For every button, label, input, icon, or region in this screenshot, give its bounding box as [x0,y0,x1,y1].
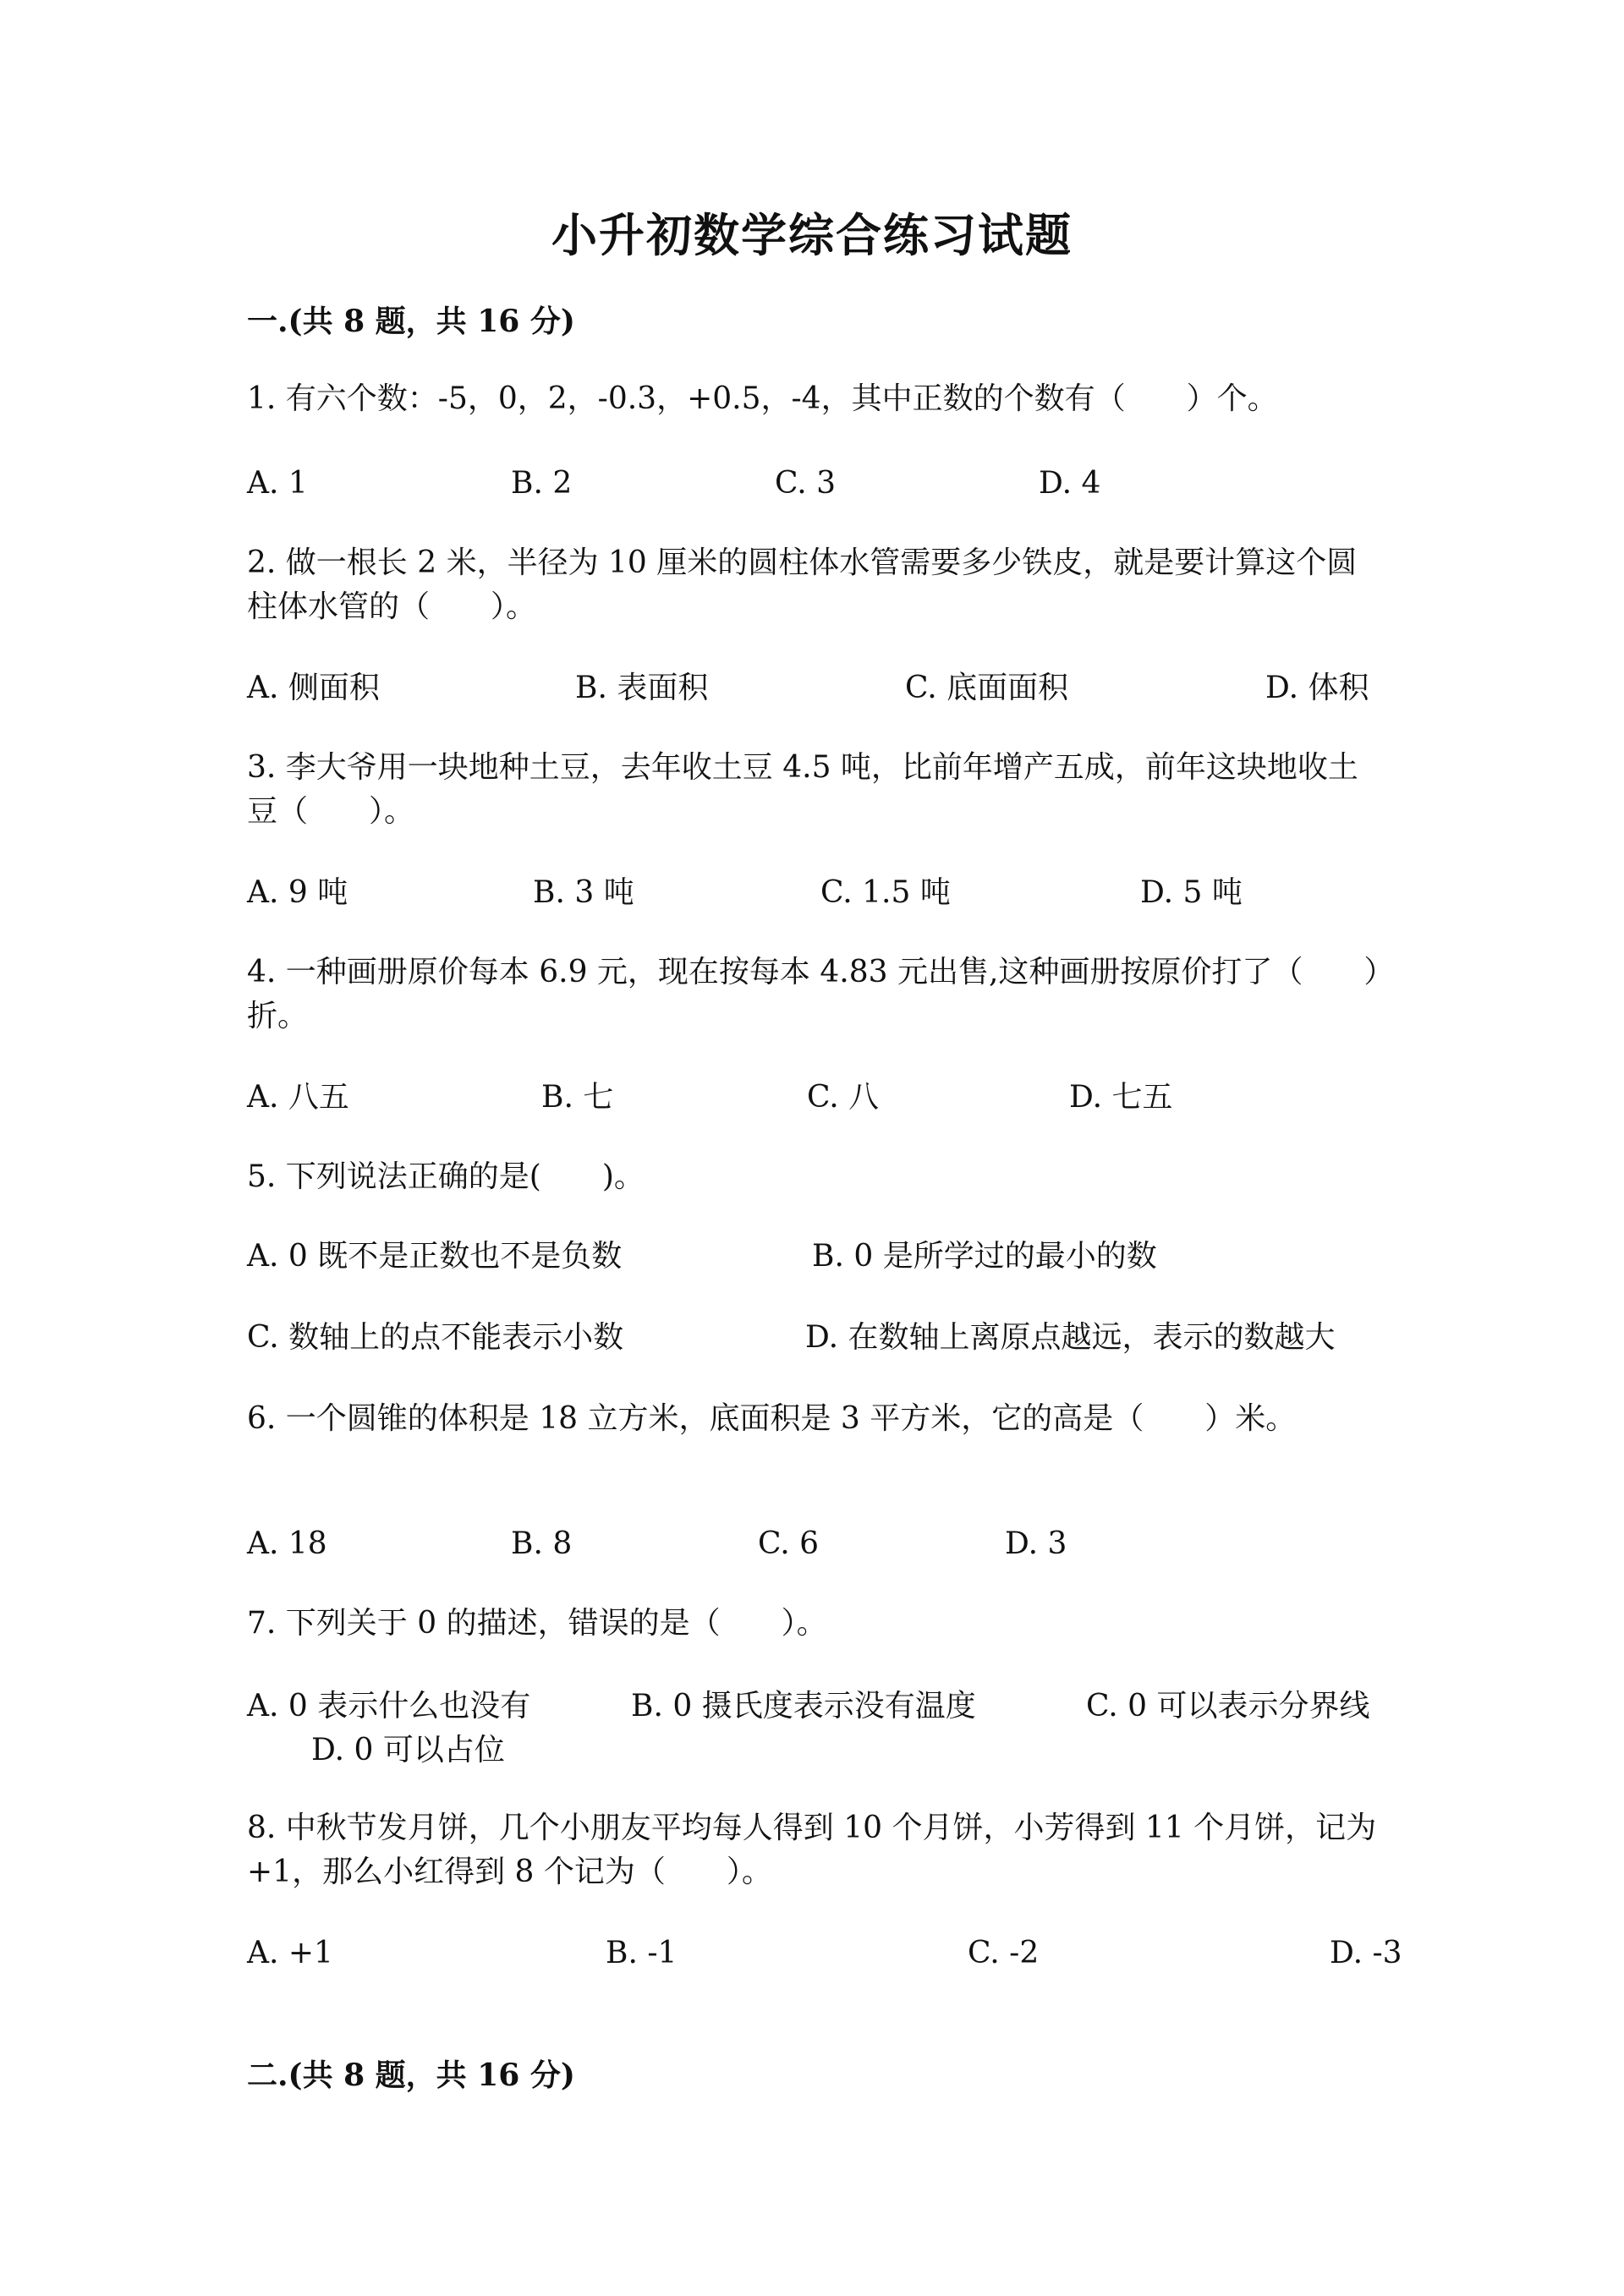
option-a: A. 0 表示什么也没有 [247,1689,531,1723]
option-b: B. 七 [541,1080,614,1115]
question-8: 8. 中秋节发月饼，几个小朋友平均每人得到 10 个月饼，小芳得到 11 个月饼，记为+1，那么小红得到 8 个记为（ ）。 [247,1811,1377,1889]
option-a: A. 侧面积 [247,671,380,705]
option-c: C. 数轴上的点不能表示小数 [247,1320,624,1355]
question-4-options [247,1076,1385,1120]
option-a: A. +1 [247,1936,333,1970]
option-c: C. 0 可以表示分界线 [1086,1689,1370,1723]
option-c: C. 1.5 吨 [820,875,951,910]
question-6-options [247,1522,1385,1566]
option-d: D. -3 [1330,1936,1402,1970]
question-2-options [247,666,1385,710]
section-heading-2: 二.(共 8 题，共 16 分) [247,2058,575,2093]
option-d: D. 0 可以占位 [311,1733,505,1767]
question-1-options [247,462,1385,506]
option-b: B. 8 [511,1526,573,1561]
option-b: B. -1 [606,1936,678,1970]
section-heading-1: 一.(共 8 题，共 16 分) [247,304,575,339]
option-b: B. 表面积 [575,671,709,705]
option-c: C. 底面面积 [905,671,1069,705]
question-5: 5. 下列说法正确的是( )。 [247,1159,645,1194]
option-a: A. 18 [247,1526,327,1561]
option-c: C. 3 [775,466,837,501]
question-2: 2. 做一根长 2 米，半径为 10 厘米的圆柱体水管需要多少铁皮，就是要计算这个圆柱体水管的（ ）。 [247,545,1358,624]
option-d: D. 5 吨 [1140,875,1243,910]
question-7-options-row-2 [247,1729,1385,1773]
option-c: C. 八 [807,1080,880,1115]
option-c: C. -2 [968,1936,1040,1970]
option-b: B. 2 [511,466,573,501]
question-6: 6. 一个圆锥的体积是 18 立方米，底面积是 3 平方米，它的高是（ ）米。 [247,1401,1297,1436]
option-d: D. 4 [1039,466,1101,501]
option-b: B. 0 是所学过的最小的数 [812,1239,1157,1274]
option-a: A. 八五 [247,1080,349,1115]
option-a: A. 0 既不是正数也不是负数 [247,1239,623,1274]
option-d: D. 3 [1005,1526,1067,1561]
question-8-options [247,1932,1402,1975]
question-1: 1. 有六个数：-5，0，2，-0.3，+0.5，-4，其中正数的个数有（ ）个。 [247,381,1278,416]
option-d: D. 体积 [1265,671,1369,705]
question-5-options-row-1 [247,1235,1385,1279]
question-7-options-row-1 [247,1685,1385,1729]
option-a: A. 1 [247,466,308,501]
option-b: B. 0 摄氏度表示没有温度 [631,1689,976,1723]
question-5-options-row-2 [247,1316,1385,1360]
page-title: 小升初数学综合练习试题 [551,208,1073,262]
question-3-options [247,871,1385,915]
option-a: A. 9 吨 [247,875,348,910]
question-4: 4. 一种画册原价每本 6.9 元，现在按每本 4.83 元出售,这种画册按原价打了（ ）折。 [247,955,1380,1033]
question-3: 3. 李大爷用一块地种土豆，去年收土豆 4.5 吨，比前年增产五成，前年这块地收土豆（ ）。 [247,750,1358,829]
option-d: D. 在数轴上离原点越远，表示的数越大 [805,1320,1336,1355]
question-7: 7. 下列关于 0 的描述，错误的是（ ）。 [247,1606,827,1641]
option-c: C. 6 [758,1526,820,1561]
option-b: B. 3 吨 [533,875,634,910]
option-d: D. 七五 [1069,1080,1173,1115]
